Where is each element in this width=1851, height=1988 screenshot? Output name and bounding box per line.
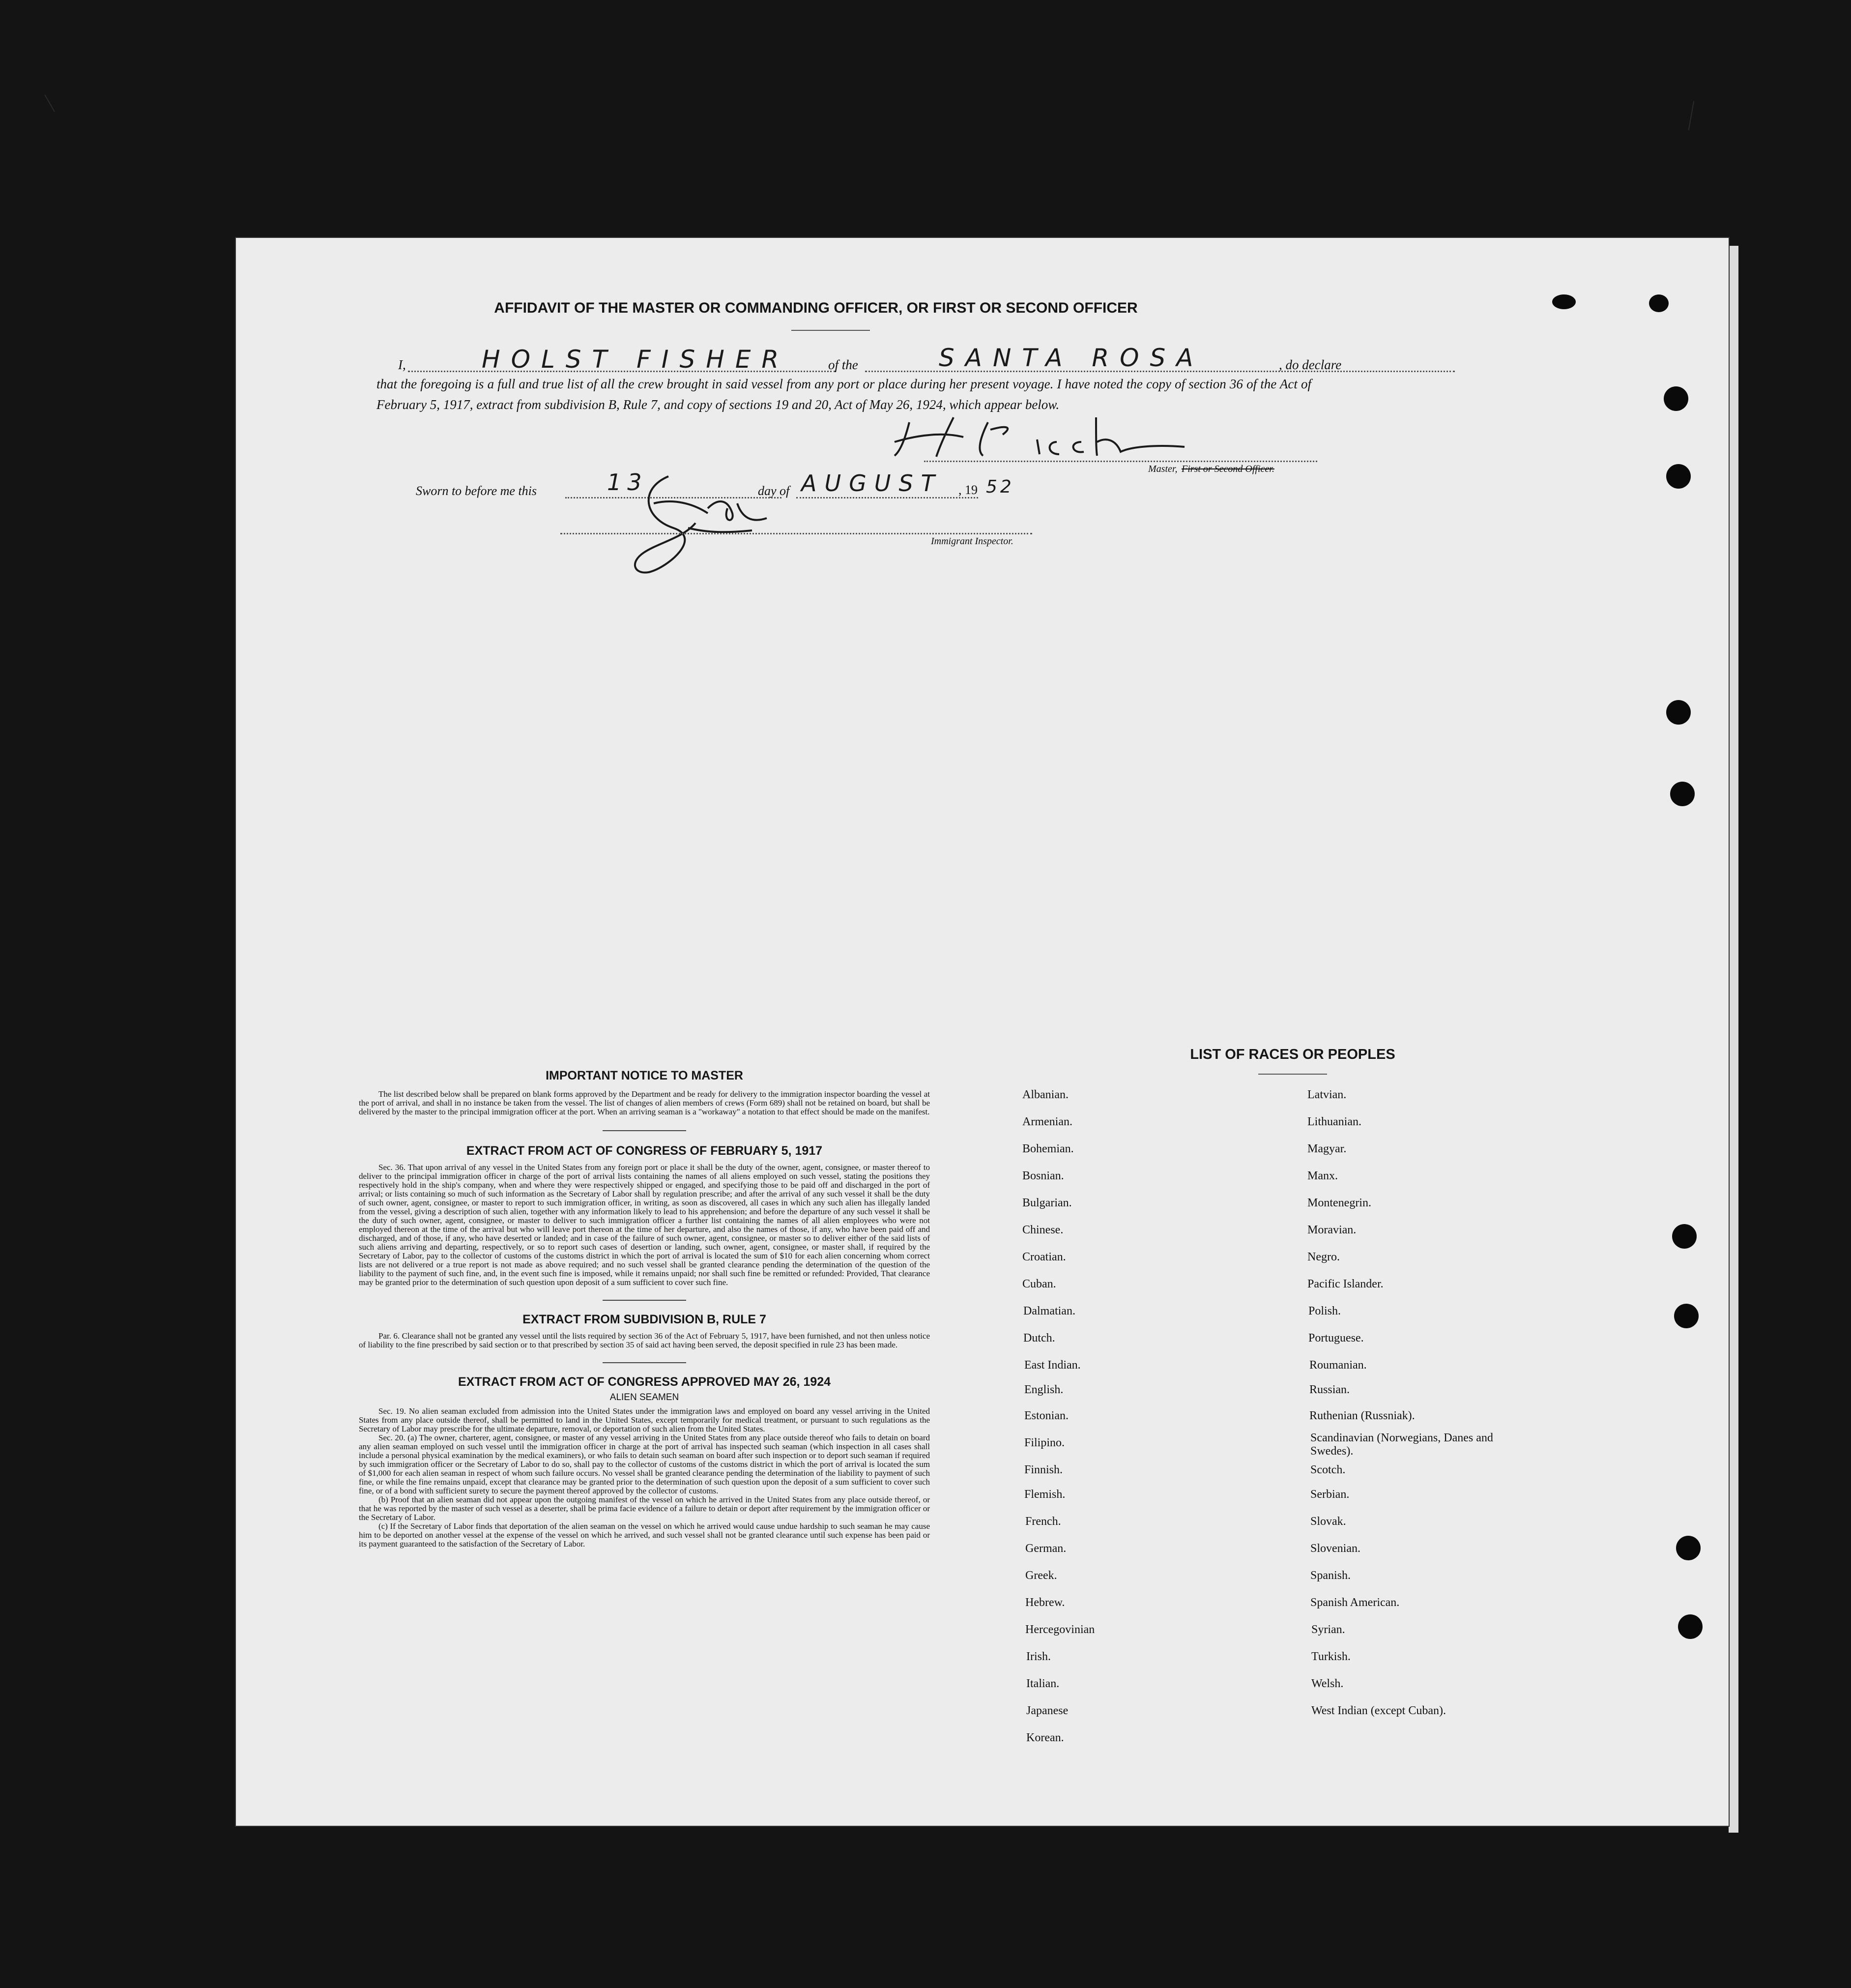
notice-text: The list described below shall be prepared on blank forms approved by the Department and be ready for delivery to the immigration inspector boarding the vessel at the port of arrival, and shall in no instance be taken from the vessel. The list of changes of alien members of crews (Form 689) shall not be retained on board, but shall be delivered by the master to the principal immigration officer at the port. When an arriving seaman is a "workaway" a notation to that effect should be made on the manifest. — [359, 1089, 930, 1116]
sworn-year: 52 — [986, 477, 1014, 497]
sworn-day: 13 — [607, 469, 648, 496]
section-divider — [603, 1130, 686, 1131]
underlying-page-edge — [1729, 246, 1738, 1833]
punch-hole — [1674, 1304, 1699, 1328]
race-item: Negro. — [1307, 1251, 1340, 1263]
notice-heading: IMPORTANT NOTICE TO MASTER — [546, 1069, 743, 1082]
race-item: Hebrew. — [1025, 1596, 1065, 1609]
race-item: Welsh. — [1311, 1677, 1344, 1690]
race-item: Greek. — [1025, 1569, 1057, 1582]
race-item: Spanish. — [1310, 1569, 1351, 1582]
race-item: Filipino. — [1024, 1436, 1065, 1449]
extract-1924-subheading: ALIEN SEAMEN — [609, 1392, 679, 1403]
race-item: Scandinavian (Norwegians, Danes and Swedes). — [1310, 1432, 1493, 1458]
race-item: Flemish. — [1024, 1488, 1066, 1501]
name-underline — [408, 371, 836, 372]
race-item: Dutch. — [1023, 1332, 1055, 1345]
affidavit-title: AFFIDAVIT OF THE MASTER OR COMMANDING OFFICER, OR FIRST OR SECOND OFFICER — [494, 300, 1138, 316]
race-item: Roumanian. — [1309, 1359, 1367, 1372]
notices-column — [359, 1069, 930, 1549]
race-item: Russian. — [1309, 1383, 1350, 1396]
race-item: Japanese — [1026, 1704, 1069, 1717]
master-signature — [890, 412, 1194, 462]
race-item: Latvian. — [1307, 1088, 1347, 1101]
sworn-label: Sworn to before me this — [416, 484, 537, 498]
day-of-label: day of — [758, 484, 790, 498]
races-heading: LIST OF RACES OR PEOPLES — [1190, 1047, 1395, 1062]
race-item: German. — [1025, 1542, 1067, 1555]
race-item: West Indian (except Cuban). — [1311, 1704, 1446, 1717]
inspector-caption: Immigrant Inspector. — [931, 536, 1013, 547]
of-the-label: of the — [828, 357, 858, 372]
race-item: Montenegrin. — [1307, 1197, 1371, 1209]
month-underline — [796, 497, 978, 498]
race-item: Spanish American. — [1310, 1596, 1400, 1609]
race-item: Croatian. — [1022, 1251, 1066, 1263]
race-item: Portuguese. — [1308, 1332, 1364, 1345]
race-item: Hercegovinian — [1025, 1623, 1095, 1636]
race-item: Moravian. — [1307, 1224, 1357, 1236]
race-item: Slovak. — [1310, 1515, 1346, 1528]
race-item: Korean. — [1026, 1731, 1064, 1744]
punch-hole — [1552, 294, 1576, 309]
race-item: Ruthenian (Russniak). — [1309, 1409, 1415, 1422]
race-item: Armenian. — [1022, 1115, 1072, 1128]
punch-hole — [1664, 386, 1688, 411]
race-item: Italian. — [1026, 1677, 1060, 1690]
punch-hole — [1666, 700, 1691, 725]
section-divider — [603, 1300, 686, 1301]
film-scratch — [44, 94, 55, 112]
section-divider — [603, 1362, 686, 1363]
race-item: Pacific Islander. — [1307, 1278, 1384, 1290]
do-declare: , do declare — [1279, 357, 1342, 372]
extract-rule7-text: Par. 6. Clearance shall not be granted any vessel until the lists required by section 36 of the Act of February 5, 1917, have been furnished, and not then unless notice of liability to the fine prescribed by said section or to that prescribed by section 35 of said act having been served, the deposit specified in rule 23 has been made. — [359, 1331, 930, 1349]
sworn-month: AUGUST — [801, 470, 943, 497]
race-item: Albanian. — [1022, 1088, 1069, 1101]
race-item: English. — [1024, 1383, 1064, 1396]
master-caption: Master, — [1148, 464, 1178, 474]
races-heading-rule — [1258, 1074, 1327, 1075]
punch-hole — [1649, 294, 1669, 312]
race-item: French. — [1025, 1515, 1061, 1528]
extract-rule7-heading: EXTRACT FROM SUBDIVISION B, RULE 7 — [522, 1313, 766, 1326]
race-item: Estonian. — [1024, 1409, 1069, 1422]
master-signature-line — [924, 461, 1317, 462]
race-item: Chinese. — [1022, 1224, 1064, 1236]
punch-hole — [1670, 782, 1695, 806]
race-item: Slovenian. — [1310, 1542, 1360, 1555]
declaration-text: that the foregoing is a full and true list of all the crew brought in said vessel from any port or place during her present voyage. I have noted the copy of section 36 of the Act of February 5, 1917, extract from subdivision B, Rule 7, and copy of sections 19 and 20, Act of May 26, 1924, which appear below. — [376, 377, 1311, 412]
title-rule — [791, 330, 870, 331]
race-item: Serbian. — [1310, 1488, 1350, 1501]
film-scratch — [1688, 101, 1694, 130]
race-item: Bulgarian. — [1022, 1197, 1072, 1209]
sec-19-text: Sec. 19. No alien seaman excluded from admission into the United States under the immigration laws and employed on board any vessel arriving in the United States from any place outside thereof, shall be permitted to land in the United States, except temporarily for medical treatment, or pursuant to such regulations as the Secretary of Labor may prescribe for the ultimate departure, removal, or deportation of such alien from the United States. — [359, 1406, 930, 1433]
race-item: Lithuanian. — [1307, 1115, 1361, 1128]
officer-caption-struck: First or Second Officer. — [1182, 464, 1274, 474]
race-item: Dalmatian. — [1023, 1305, 1075, 1317]
punch-hole — [1672, 1224, 1697, 1249]
punch-hole — [1678, 1614, 1703, 1639]
sec-20c-text: (c) If the Secretary of Labor finds that deportation of the alien seaman on the vessel on which he arrived would cause undue hardship to such seaman he may cause him to be deported on another vessel at the expense of the vessel on which he arrived, and such vessel shall not be granted clearance until such expense has been paid or its payment guaranteed to the satisfaction of the Secretary of Labor. — [359, 1521, 930, 1549]
master-name: HOLST FISHER — [482, 345, 790, 374]
punch-hole — [1676, 1536, 1701, 1560]
extract-1924-heading: EXTRACT FROM ACT OF CONGRESS APPROVED MAY 26, 1924 — [458, 1375, 831, 1389]
race-item: Magyar. — [1307, 1142, 1347, 1155]
vessel-underline — [865, 371, 1455, 372]
sec-20b-text: (b) Proof that an alien seaman did not appear upon the outgoing manifest of the vessel on which he arrived in the United States from any place outside thereof, or that he was reported by the master of such vessel as a deserter, shall be prima facie evidence of a failure to detain or deport after requirement by the immigration officer or the Secretary of Labor. — [359, 1495, 930, 1522]
race-item: Scotch. — [1310, 1463, 1346, 1476]
extract-1917-heading: EXTRACT FROM ACT OF CONGRESS OF FEBRUARY 5, 1917 — [466, 1144, 823, 1158]
race-item: East Indian. — [1024, 1359, 1081, 1372]
race-item: Cuban. — [1022, 1278, 1056, 1290]
race-item: Irish. — [1026, 1650, 1051, 1663]
document-page — [236, 238, 1729, 1826]
sec-20a-text: Sec. 20. (a) The owner, charterer, agent, consignee, or master of any vessel arriving in the United States from any place outside thereof who fails to detain on board any alien seaman employed on such vessel until the immigration officer in charge at the port of arrival has inspected such seaman (which inspection in all cases shall include a personal physical examination by the medical examiners), or who fails to detain such seaman on board after such inspection or to deport such seaman if required by such immigration officer or the Secretary of Labor to do so, shall pay to the collector of customs of the customs district in which the port of arrival is located the sum of $1,000 for each alien seaman in respect of whom such failure occurs. No vessel shall be granted clearance pending the determination of the liability to payment of such fine, or while the fine remains unpaid, except that clearance may be granted prior to the determination of such question upon the deposit of a sum sufficient to cover such fine, or of a bond with sufficient surety to secure the payment thereof approved by the collector of customs. — [359, 1433, 930, 1495]
race-item: Syrian. — [1311, 1623, 1345, 1636]
extract-1917-text: Sec. 36. That upon arrival of any vessel in the United States from any foreign port or place it shall be the duty of the owner, agent, consignee, or master thereof to deliver to the principal immigration officer in charge of the port of arrival lists containing the names of all aliens employed on such vessel, stating the positions they respectively hold in the ship's company, when and where they were respectively shipped or engaged, and specifying those to be paid off and discharged in the port of arrival; or lists containing so much of such information as the Secretary of Labor shall by regulation prescribe; and after the arrival of any such vessel it shall be the duty of such owner, agent, consignee, or master to report to such immigration officer, in writing, as soon as discovered, all cases in which any such alien has illegally landed from the vessel, giving a description of such alien, together with any information likely to lead to his apprehension; and before the departure of any such vessel it shall be the duty of such owner, agent, consignee, or master to deliver to such immigration officer a further list containing the names of all alien employees who were not employed thereon at the time of the arrival but who will leave port thereon at the time of her departure, and also the names of those, if any, who have been paid off and discharged, and of those, if any, who have deserted or landed; and in case of the failure of such owner, agent, consignee, or master so to deliver either of the said lists of such aliens arriving and departing, respectively, or so to report such cases of desertion or landing, such owner, agent, consignee, or master shall, if required by the Secretary of Labor, pay to the collector of customs of the customs district in which the port of arrival is located the sum of $10 for each alien concerning whom correct lists are not delivered or a true report is not made as above required; and no such vessel shall be granted clearance pending the determination of the question of the liability to the payment of such fine, and, in the event such fine is imposed, while it remains unpaid; nor shall such fine be remitted or refunded: Provided, That clearance may be granted prior to the determination of such question upon deposit of a sum sufficient to cover such fine. — [359, 1163, 930, 1287]
race-item: Turkish. — [1311, 1650, 1351, 1663]
race-item: Bohemian. — [1022, 1142, 1074, 1155]
i-label: I, — [398, 357, 406, 372]
vessel-name: SANTA ROSA — [939, 344, 1204, 372]
race-item: Finnish. — [1024, 1463, 1063, 1476]
race-item: Manx. — [1307, 1169, 1338, 1182]
inspector-signature — [609, 469, 786, 582]
race-item: Bosnian. — [1022, 1169, 1064, 1182]
year-prefix: , 19 — [958, 483, 978, 497]
inspector-signature-line — [560, 533, 1032, 534]
race-item: Polish. — [1308, 1305, 1341, 1317]
punch-hole — [1666, 464, 1691, 489]
